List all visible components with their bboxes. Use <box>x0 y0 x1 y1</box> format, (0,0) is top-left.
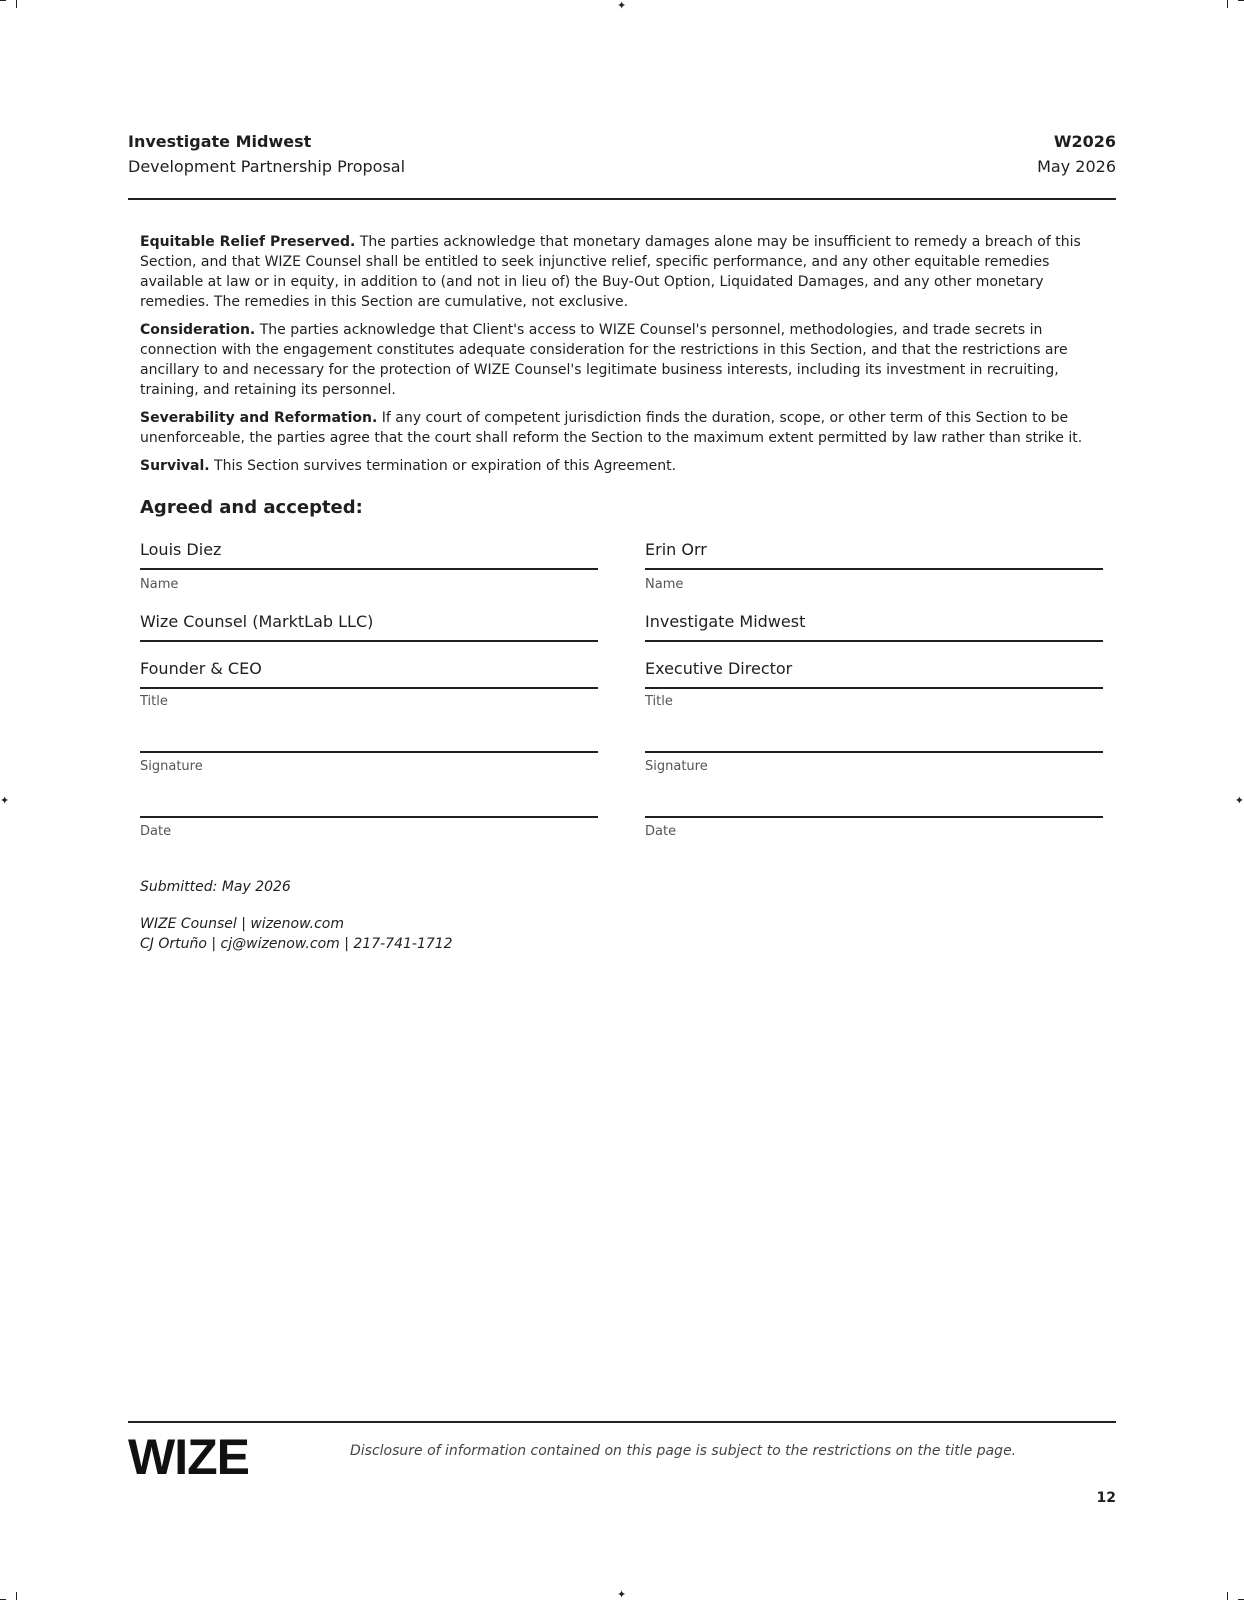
submitted-date: Submitted: May 2026 <box>140 879 291 895</box>
clause-title: Severability and Reformation. <box>140 410 378 426</box>
contact-company: WIZE Counsel | wizenow.com <box>140 916 345 932</box>
proposal-code: W2026 <box>1053 132 1116 151</box>
title-line <box>645 687 1103 689</box>
crop-mark-top-right <box>1238 0 1244 1</box>
crop-mark-bottom-right <box>1227 1592 1228 1600</box>
clause-severability <box>140 408 1104 448</box>
signer-title: Founder & CEO <box>140 659 262 678</box>
title-line <box>140 687 598 689</box>
header-divider <box>128 198 1116 200</box>
clause-text: This Section survives termination or expiration of this Agreement. <box>209 458 677 474</box>
signature-line[interactable] <box>645 751 1103 753</box>
date-label: Date <box>645 824 677 839</box>
date-label: Date <box>140 824 172 839</box>
crop-mark-top-left <box>16 0 17 8</box>
signature-line[interactable] <box>140 751 598 753</box>
page-number: 12 <box>1096 1490 1116 1506</box>
signer-name: Louis Diez <box>140 540 222 559</box>
contact-info <box>140 914 453 954</box>
name-label: Name <box>645 577 684 592</box>
crop-mark-top-right <box>1227 0 1228 8</box>
signature-block-wize <box>140 530 598 850</box>
date-line[interactable] <box>140 816 598 818</box>
wize-logo: WIZE <box>128 1429 249 1485</box>
title-label: Title <box>140 694 168 709</box>
clause-title: Consideration. <box>140 322 256 338</box>
registration-mark-top: ✦ <box>617 0 627 12</box>
signature-label: Signature <box>645 759 708 774</box>
document-title: Development Partnership Proposal <box>128 157 406 176</box>
crop-mark-top-left <box>0 0 6 1</box>
registration-mark-right: ✦ <box>1234 794 1244 807</box>
clause-survival <box>140 456 1104 476</box>
footer-divider <box>128 1421 1116 1423</box>
organization-line <box>140 640 598 642</box>
registration-mark-bottom: ✦ <box>617 1588 627 1601</box>
crop-mark-bottom-left <box>16 1592 17 1600</box>
clause-title: Survival. <box>140 458 210 474</box>
clause-text: The parties acknowledge that Client's access to WIZE Counsel's personnel, methodologies, and trade secrets in connection with the engagement constitutes adequate consideration for the restrictions in this Section, and that the restrictions are ancillary to and necessary for the protection of WIZE Counsel's legitimate business interests, including its investment in recruiting, training, and retaining its personnel. <box>140 322 1068 398</box>
signer-organization: Wize Counsel (MarktLab LLC) <box>140 612 374 631</box>
name-line <box>645 568 1103 570</box>
clause-equitable-relief <box>140 232 1104 312</box>
name-line <box>140 568 598 570</box>
organization-line <box>645 640 1103 642</box>
title-label: Title <box>645 694 673 709</box>
signature-block-client <box>645 530 1103 850</box>
clause-text: If any court of competent jurisdiction finds the duration, scope, or other term of this Section to be unenforceable, the parties agree that the court shall reform the Section to the maximum extent permitted by law rather than strike it. <box>140 410 1083 446</box>
signature-label: Signature <box>140 759 203 774</box>
client-name: Investigate Midwest <box>128 132 312 151</box>
name-label: Name <box>140 577 179 592</box>
clause-title: Equitable Relief Preserved. <box>140 234 356 250</box>
header-date: May 2026 <box>1037 157 1116 176</box>
clause-list <box>140 232 1104 484</box>
disclosure-note: Disclosure of information contained on this page is subject to the restrictions on the title page. <box>350 1443 1017 1459</box>
signer-organization: Investigate Midwest <box>645 612 806 631</box>
contact-person: CJ Ortuño | cj@wizenow.com | 217-741-1712 <box>140 936 453 952</box>
registration-mark-left: ✦ <box>0 794 10 807</box>
agreed-heading: Agreed and accepted: <box>140 497 363 518</box>
signer-name: Erin Orr <box>645 540 707 559</box>
date-line[interactable] <box>645 816 1103 818</box>
clause-consideration <box>140 320 1104 400</box>
signer-title: Executive Director <box>645 659 793 678</box>
clause-text: The parties acknowledge that monetary damages alone may be insufficient to remedy a breach of this Section, and that WIZE Counsel shall be entitled to seek injunctive relief, specific performance, and any other equitable remedies available at law or in equity, in addition to (and not in lieu of) the Buy-Out Option, Liquidated Damages, and any other monetary remedies. The remedies in this Section are cumulative, not exclusive. <box>140 234 1081 310</box>
